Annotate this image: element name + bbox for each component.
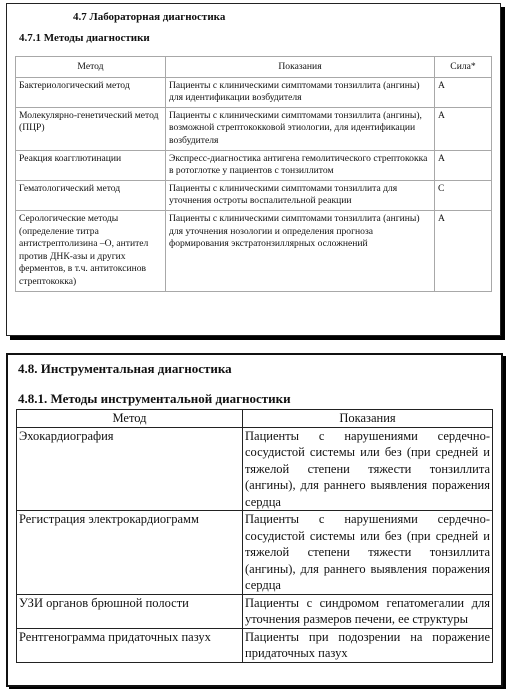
column-header-indications: Показания [243, 410, 493, 428]
indications-cell: Экспресс-диагностика антигена гемолитического стрептококка в ротоглотке у пациентов с тонзиллитом [166, 150, 435, 180]
column-header-strength: Сила* [435, 57, 492, 78]
instrumental-diagnostics-panel [6, 353, 503, 687]
table-row [16, 77, 492, 107]
method-cell: Регистрация электрокардиограмм [17, 511, 243, 595]
table-row [17, 594, 493, 628]
method-cell: Бактериологический метод [16, 77, 166, 107]
method-cell: Серологические методы (определение титра антистрептолизина –О, антител против ДНК-азы и других ферментов, в т.ч. антитоксинов стрептококка) [16, 210, 166, 291]
table-row [17, 511, 493, 595]
method-cell: УЗИ органов брюшной полости [17, 594, 243, 628]
indications-cell: Пациенты с клиническими симптомами тонзиллита для уточнения остроты воспалительной реакции [166, 180, 435, 210]
table-row [16, 210, 492, 291]
strength-cell: A [435, 77, 492, 107]
section-title: 4.7 Лабораторная диагностика [73, 11, 226, 23]
table-row [17, 628, 493, 662]
method-cell: Реакция коагглютинации [16, 150, 166, 180]
method-cell: Эхокардиография [17, 427, 243, 511]
strength-cell: A [435, 150, 492, 180]
strength-cell: A [435, 210, 492, 291]
table-row [17, 427, 493, 511]
lab-methods-table [15, 56, 492, 292]
indications-cell: Пациенты с клиническими симптомами тонзиллита (ангины) для идентификации возбудителя [166, 77, 435, 107]
indications-cell: Пациенты с синдромом гепатомегалии для уточнения размеров печени, ее структуры [243, 594, 493, 628]
strength-cell: A [435, 107, 492, 150]
table-header-row [17, 410, 493, 428]
table-header-row [16, 57, 492, 78]
instrumental-methods-table [16, 409, 493, 663]
indications-cell: Пациенты с клиническими симптомами тонзиллита (ангины) для уточнения нозологии и определения прогноза формирования экстратонзиллярных осложнений [166, 210, 435, 291]
method-cell: Молекулярно-генетический метод (ПЦР) [16, 107, 166, 150]
indications-cell: Пациенты при подозрении на поражение придаточных пазух [243, 628, 493, 662]
indications-cell: Пациенты с клиническими симптомами тонзиллита (ангины), возможной стрептококковой этиологии, для идентификации возбудителя [166, 107, 435, 150]
strength-cell: C [435, 180, 492, 210]
method-cell: Рентгенограмма придаточных пазух [17, 628, 243, 662]
table-row [16, 107, 492, 150]
indications-cell: Пациенты с нарушениями сердечно-сосудистой системы или без (при средней и тяжелой степени тяжести тонзиллита (ангины), для раннего выявления поражения сердца [243, 511, 493, 595]
column-header-method: Метод [17, 410, 243, 428]
section-title: 4.8. Инструментальная диагностика [18, 361, 232, 376]
lab-diagnostics-panel [6, 3, 501, 336]
method-cell: Гематологический метод [16, 180, 166, 210]
section-subtitle: 4.8.1. Методы инструментальной диагностики [18, 391, 291, 406]
table-row [16, 180, 492, 210]
section-subtitle: 4.7.1 Методы диагностики [19, 32, 150, 44]
table-row [16, 150, 492, 180]
column-header-method: Метод [16, 57, 166, 78]
indications-cell: Пациенты с нарушениями сердечно-сосудистой системы или без (при средней и тяжелой степени тяжести тонзиллита (ангины), для раннего выявления поражения сердца [243, 427, 493, 511]
column-header-indications: Показания [166, 57, 435, 78]
